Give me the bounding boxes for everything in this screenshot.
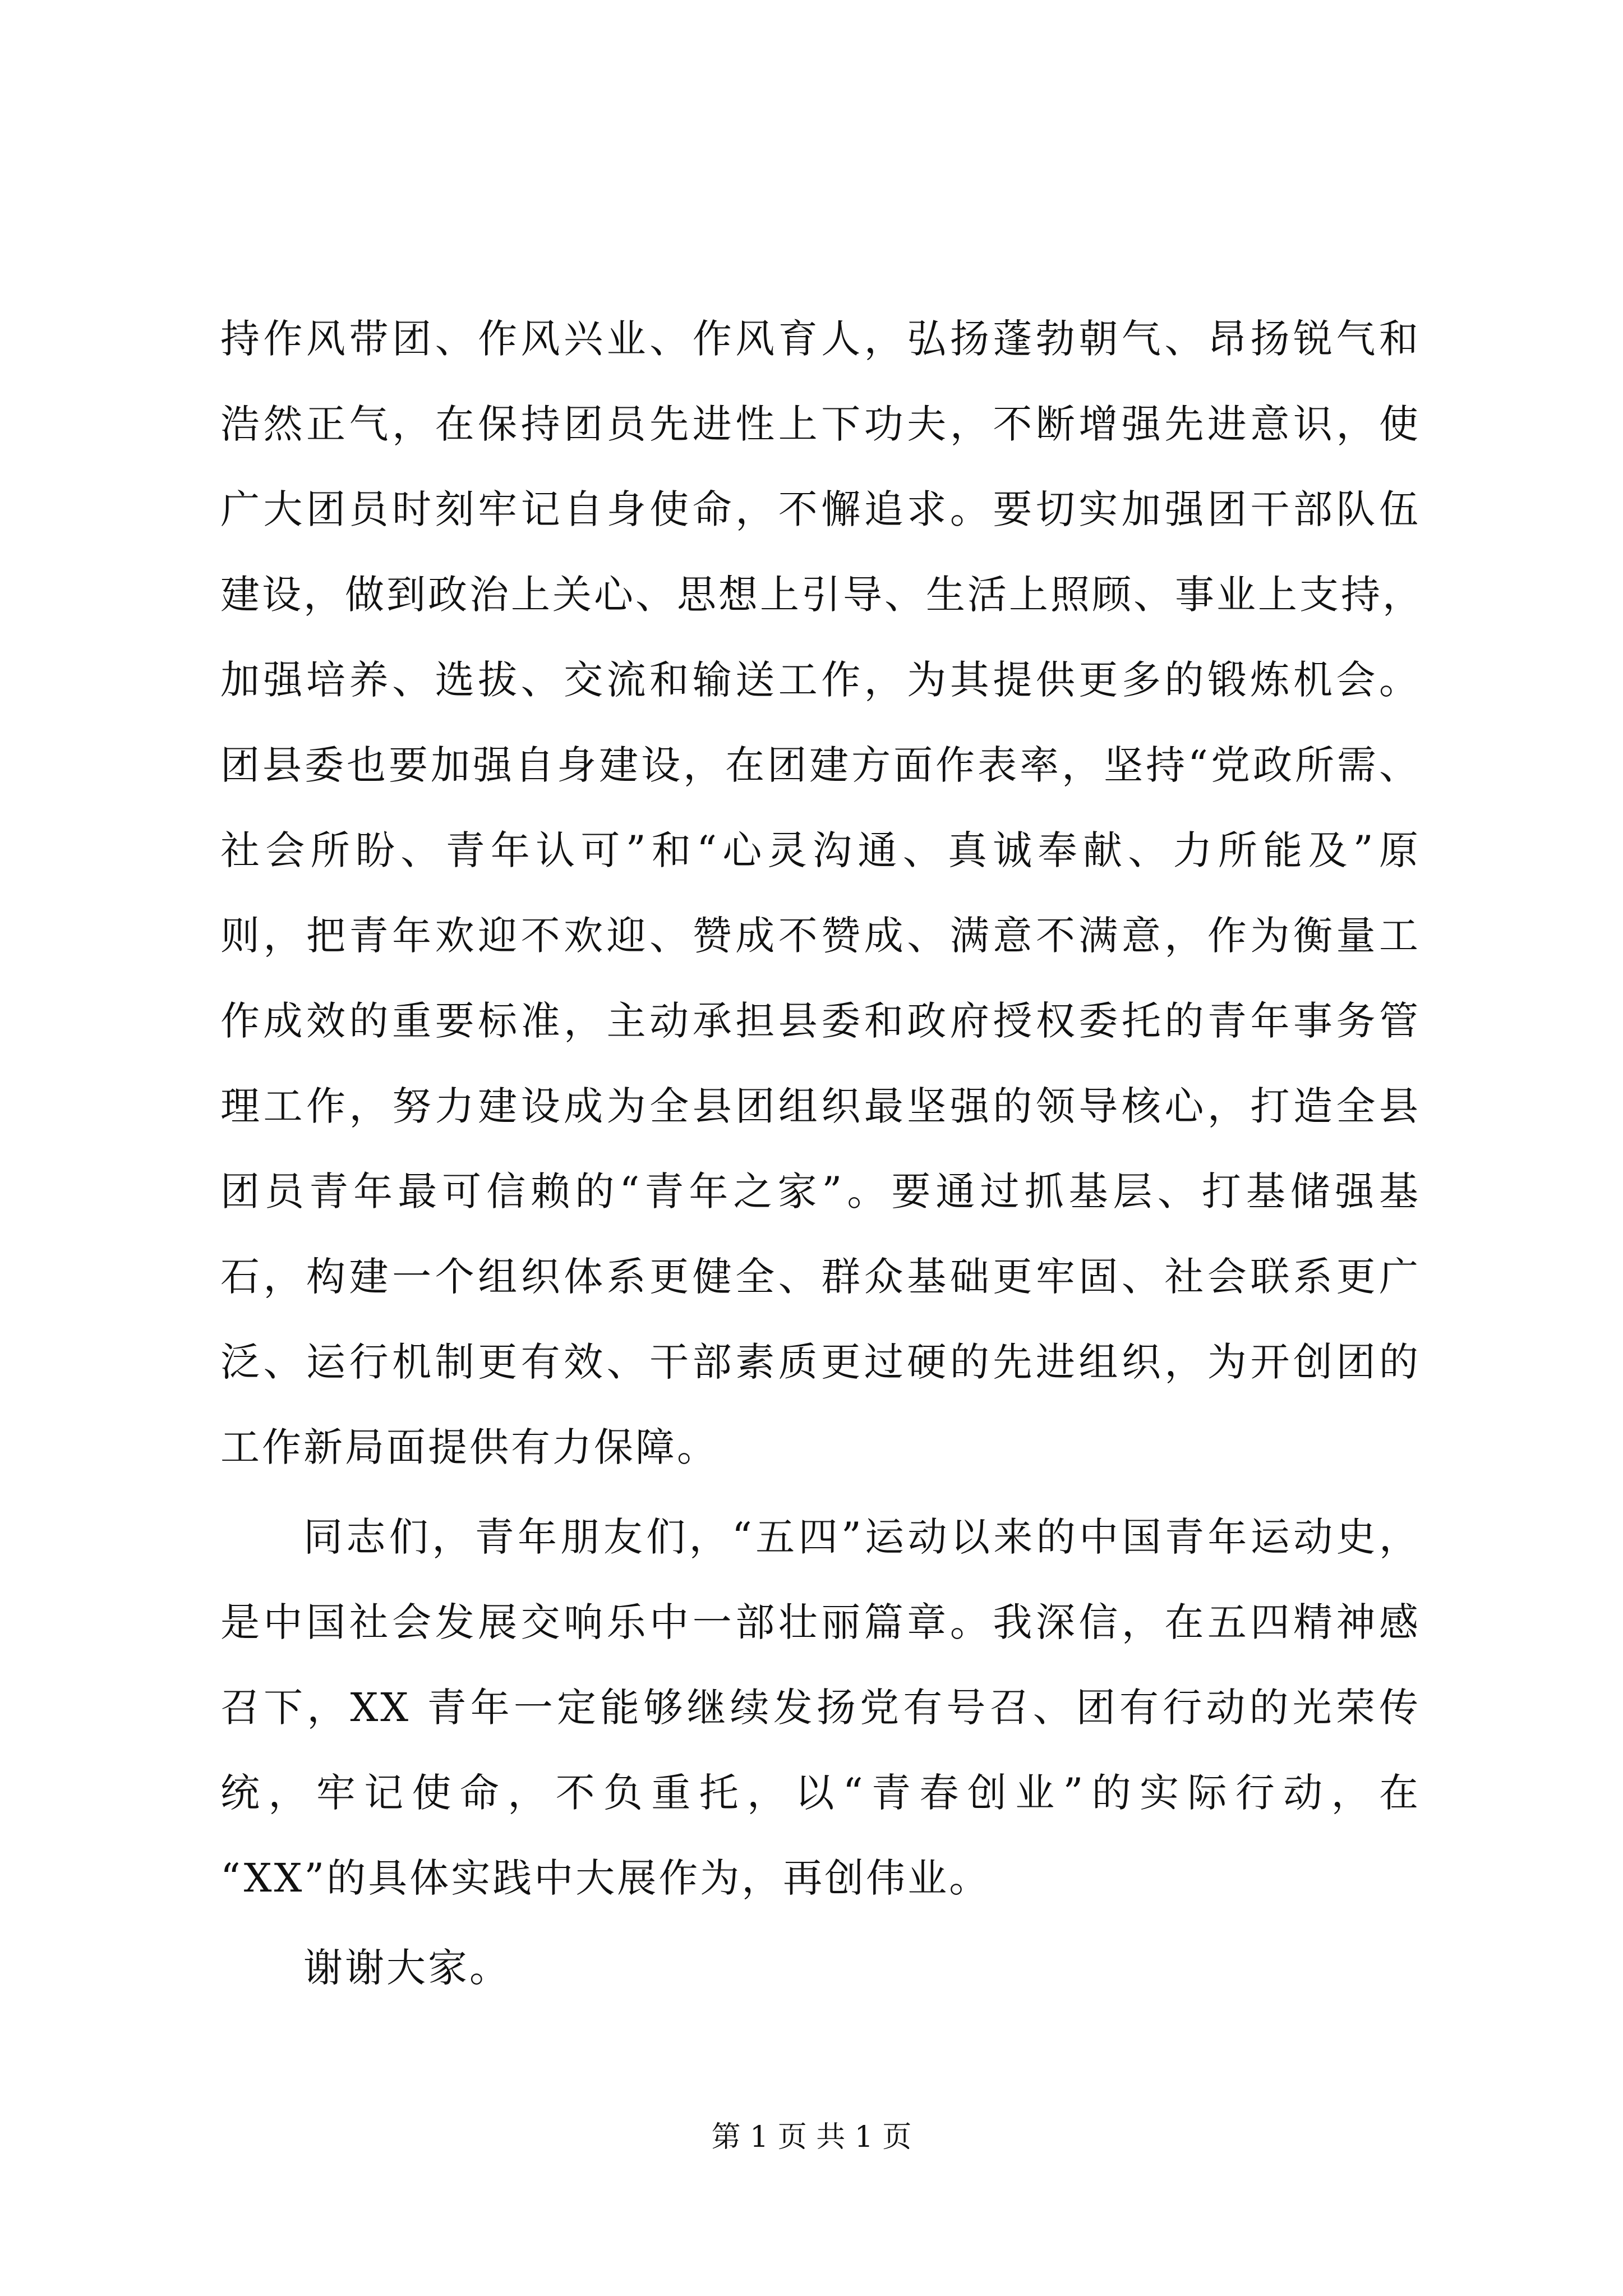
text-line: 团县委也要加强自身建设，在团建方面作表率，坚持“党政所需、	[220, 742, 1421, 788]
text-line: 石，构建一个组织体系更健全、群众基础更牢固、社会联系更广	[220, 1254, 1421, 1300]
text-line: 同志们，青年朋友们，“五四”运动以来的中国青年运动史，	[303, 1514, 1421, 1560]
text-line: 广大团员时刻牢记自身使命，不懈追求。要切实加强团干部队伍	[220, 486, 1421, 532]
text-line: 建设，做到政治上关心、思想上引导、生活上照顾、事业上支持，	[220, 572, 1424, 618]
text-line: 社会所盼、青年认可”和“心灵沟通、真诚奉献、力所能及”原	[220, 827, 1421, 873]
page-number-footer: 第 1 页 共 1 页	[711, 2120, 912, 2154]
text-line: 统，牢记使命，不负重托，以“青春创业”的实际行动，在	[220, 1770, 1421, 1816]
text-line: “XX”的具体实践中大展作为，再创伟业。	[220, 1855, 991, 1901]
text-line: 谢谢大家。	[303, 1945, 511, 1991]
text-line: 团员青年最可信赖的“青年之家”。要通过抓基层、打基储强基	[220, 1168, 1421, 1214]
text-line: 泛、运行机制更有效、干部素质更过硬的先进组织，为开创团的	[220, 1339, 1421, 1385]
text-line: 持作风带团、作风兴业、作风育人，弘扬蓬勃朝气、昂扬锐气和	[220, 316, 1421, 362]
text-line: 作成效的重要标准，主动承担县委和政府授权委托的青年事务管	[220, 998, 1421, 1044]
text-line: 浩然正气，在保持团员先进性上下功夫，不断增强先进意识，使	[220, 401, 1421, 447]
text-line: 理工作，努力建设成为全县团组织最坚强的领导核心，打造全县	[220, 1083, 1421, 1129]
document-body	[220, 296, 1424, 2010]
text-line: 工作新局面提供有力保障。	[220, 1424, 718, 1470]
text-line: 召下，XX 青年一定能够继续发扬党有号召、团有行动的光荣传	[220, 1685, 1421, 1731]
text-line: 则，把青年欢迎不欢迎、赞成不赞成、满意不满意，作为衡量工	[220, 913, 1421, 959]
text-line: 是中国社会发展交响乐中一部壮丽篇章。我深信，在五四精神感	[220, 1599, 1421, 1645]
text-line: 加强培养、选拔、交流和输送工作，为其提供更多的锻炼机会。	[220, 657, 1421, 703]
